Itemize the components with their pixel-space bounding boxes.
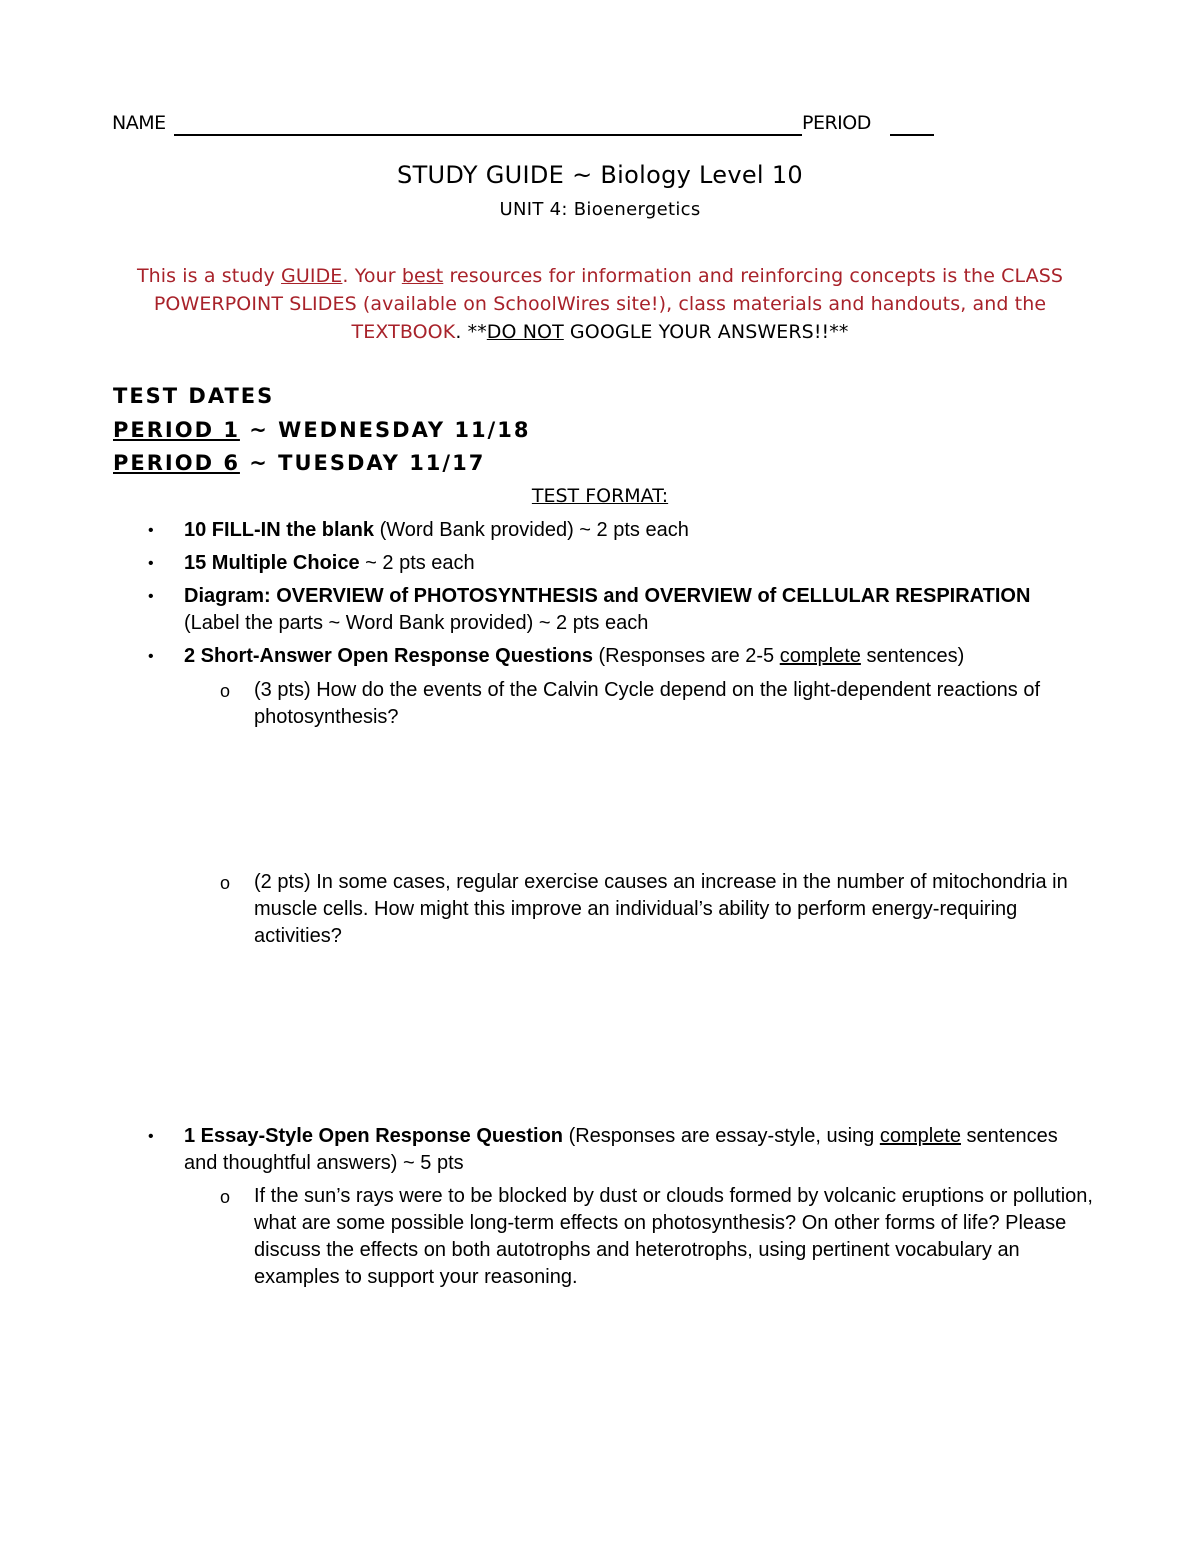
period-label: PERIOD xyxy=(802,112,871,134)
test-dates-heading: TEST DATES xyxy=(113,384,275,408)
period-blank-line xyxy=(890,134,934,136)
circle-bullet-icon: o xyxy=(220,873,231,893)
name-label: NAME xyxy=(112,112,166,134)
period-6-date: PERIOD 6 ~ TUESDAY 11/17 xyxy=(113,451,486,475)
circle-bullet-icon: o xyxy=(220,1187,231,1207)
bullet-icon: • xyxy=(148,648,154,665)
bullet-icon: • xyxy=(148,588,154,605)
name-blank-line xyxy=(174,134,802,136)
format-item-essay: • 1 Essay-Style Open Response Question (Responses are essay-style, using complete sentences and thoughtful answers) ~ 5 pts xyxy=(148,1125,1058,1174)
essay-question: o If the sun’s rays were to be blocked by dust or clouds formed by volcanic eruptions or pollution, what are some possible long-term effects on photosynthesis? On other forms of life? Please discuss the effects on both autotrophs and heterotrophs, using pertinent vocabulary an examples to support your reasoning. xyxy=(220,1185,1093,1288)
format-item-diagram: • Diagram: OVERVIEW of PHOTOSYNTHESIS and OVERVIEW of CELLULAR RESPIRATION (Label the parts ~ Word Bank provided) ~ 2 pts each xyxy=(148,585,1031,634)
short-answer-question-2: o (2 pts) In some cases, regular exercise causes an increase in the number of mitochondria in muscle cells. How might this improve an individual’s ability to perform energy-requiring activities? xyxy=(220,871,1068,947)
circle-bullet-icon: o xyxy=(220,681,231,701)
period-1-date: PERIOD 1 ~ WEDNESDAY 11/18 xyxy=(113,418,531,442)
bullet-icon: • xyxy=(148,555,154,572)
document-title: STUDY GUIDE ~ Biology Level 10 xyxy=(397,161,803,189)
resource-notice: This is a study GUIDE. Your best resources for information and reinforcing concepts is the CLASS POWERPOINT SLIDES (available on SchoolWires site!), class materials and handouts, and the TEXTBOOK. **DO NOT GOOGLE YOUR ANSWERS!!** xyxy=(136,265,1064,343)
format-item-fill-in: • 10 FILL-IN the blank (Word Bank provided) ~ 2 pts each xyxy=(184,517,1089,544)
bullet-icon: • xyxy=(148,1128,154,1145)
unit-subtitle: UNIT 4: Bioenergetics xyxy=(499,199,701,220)
name-period-row xyxy=(112,108,942,138)
short-answer-question-1: o (3 pts) How do the events of the Calvin Cycle depend on the light-dependent reactions of photosynthesis? xyxy=(220,679,1041,728)
format-item-short-answer: • 2 Short-Answer Open Response Questions (Responses are 2-5 complete sentences) xyxy=(184,643,1089,670)
format-item-multiple-choice: • 15 Multiple Choice ~ 2 pts each xyxy=(184,550,1089,577)
test-format-title: TEST FORMAT: xyxy=(531,485,669,507)
bullet-icon: • xyxy=(148,522,154,539)
